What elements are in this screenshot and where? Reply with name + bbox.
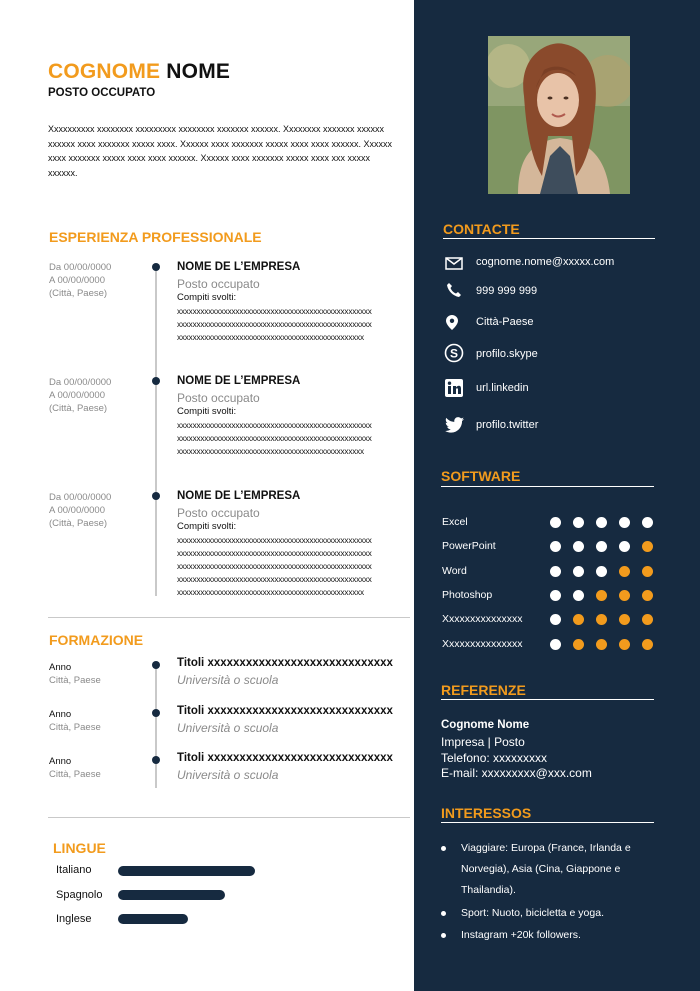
task-line: xxxxxxxxxxxxxxxxxxxxxxxxxxxxxxxxxxxxxxxxxxxxxxxxxx bbox=[177, 434, 372, 443]
experience-place: (Città, Paese) bbox=[49, 403, 108, 414]
job-role: Posto occupato bbox=[177, 391, 260, 405]
skype-icon bbox=[444, 343, 464, 363]
rating-dot-filled bbox=[550, 541, 561, 552]
job-position: POSTO OCCUPATO bbox=[48, 87, 156, 99]
software-title: SOFTWARE bbox=[441, 468, 521, 484]
rating-dot-filled bbox=[550, 614, 561, 625]
education-title: FORMAZIONE bbox=[49, 632, 144, 648]
rating-dot-filled bbox=[596, 566, 607, 577]
timeline-dot bbox=[152, 377, 160, 385]
experience-title: ESPERIENZA PROFESSIONALE bbox=[49, 229, 262, 245]
experience-dates bbox=[49, 376, 149, 415]
rating-dot-filled bbox=[642, 517, 653, 528]
task-line: xxxxxxxxxxxxxxxxxxxxxxxxxxxxxxxxxxxxxxxxxxxxxxxx bbox=[177, 333, 364, 342]
language-name: Inglese bbox=[56, 913, 92, 925]
reference-email: E-mail: xxxxxxxxx@xxx.com bbox=[441, 766, 592, 780]
rating-dot-empty bbox=[642, 639, 653, 650]
rating-dot-filled bbox=[573, 566, 584, 577]
language-level-bar bbox=[118, 890, 225, 900]
task-line: xxxxxxxxxxxxxxxxxxxxxxxxxxxxxxxxxxxxxxxxxxxxxxxx bbox=[177, 588, 364, 597]
rating-dot-empty bbox=[573, 639, 584, 650]
date-to: A 00/00/0000 bbox=[49, 505, 105, 516]
company-name: NOME DE L’EMPRESA bbox=[177, 375, 301, 387]
bullet-icon bbox=[441, 911, 446, 916]
rating-dot-filled bbox=[550, 639, 561, 650]
rating-dot-filled bbox=[573, 541, 584, 552]
contact-phone-text: 999 999 999 bbox=[476, 285, 538, 297]
languages-title: LINGUE bbox=[53, 840, 106, 856]
job-role: Posto occupato bbox=[177, 506, 260, 520]
language-level-bar bbox=[118, 866, 255, 876]
degree-title: Titoli xxxxxxxxxxxxxxxxxxxxxxxxxxxxx bbox=[177, 657, 393, 669]
rating-dot-filled bbox=[619, 517, 630, 528]
sidebar bbox=[414, 0, 700, 991]
contact-twitter-text: profilo.twitter bbox=[476, 419, 539, 431]
rating-dot-empty bbox=[596, 590, 607, 601]
section-divider bbox=[48, 817, 410, 818]
job-role: Posto occupato bbox=[177, 277, 260, 291]
date-from: Da 00/00/0000 bbox=[49, 492, 112, 503]
rating-dot-empty bbox=[619, 590, 630, 601]
tasks-list bbox=[177, 534, 399, 599]
task-line: xxxxxxxxxxxxxxxxxxxxxxxxxxxxxxxxxxxxxxxxxxxxxxxxxx bbox=[177, 307, 372, 316]
rating-dot-empty bbox=[642, 566, 653, 577]
company-name: NOME DE L’EMPRESA bbox=[177, 261, 301, 273]
rating-dot-filled bbox=[596, 541, 607, 552]
rating-dot-empty bbox=[619, 614, 630, 625]
software-name: Word bbox=[442, 564, 467, 577]
rating-dot-filled bbox=[550, 566, 561, 577]
portrait-illustration bbox=[488, 36, 630, 194]
rating-dot-filled bbox=[550, 590, 561, 601]
software-name: Xxxxxxxxxxxxxxx bbox=[442, 613, 523, 626]
software-name: Photoshop bbox=[442, 588, 493, 601]
contact-email-text: cognome.nome@xxxxx.com bbox=[476, 256, 615, 268]
company-name: NOME DE L’EMPRESA bbox=[177, 490, 301, 502]
rating-dot-filled bbox=[573, 590, 584, 601]
interest-text: Sport: Nuoto, bicicletta e yoga. bbox=[461, 907, 604, 919]
rating-dot-filled bbox=[573, 517, 584, 528]
experience-timeline bbox=[155, 266, 157, 596]
task-line: xxxxxxxxxxxxxxxxxxxxxxxxxxxxxxxxxxxxxxxxxxxxxxxxxx bbox=[177, 575, 372, 584]
section-rule bbox=[441, 699, 654, 700]
linkedin-icon bbox=[444, 378, 464, 398]
timeline-dot bbox=[152, 709, 160, 717]
degree-title: Titoli xxxxxxxxxxxxxxxxxxxxxxxxxxxxx bbox=[177, 705, 393, 717]
education-timeline bbox=[155, 662, 157, 788]
twitter-icon bbox=[444, 415, 464, 435]
education-year: Anno bbox=[49, 756, 72, 767]
school-name: Università o scuola bbox=[177, 721, 279, 735]
tasks-list bbox=[177, 419, 399, 458]
language-name: Spagnolo bbox=[56, 889, 103, 901]
full-name bbox=[48, 60, 230, 84]
contact-location-text: Città-Paese bbox=[476, 316, 534, 328]
email-icon bbox=[444, 253, 464, 273]
first-name: NOME bbox=[166, 60, 231, 83]
phone-icon bbox=[444, 280, 464, 300]
school-name: Università o scuola bbox=[177, 673, 279, 687]
rating-dot-empty bbox=[642, 590, 653, 601]
experience-place: (Città, Paese) bbox=[49, 518, 108, 529]
experience-dates bbox=[49, 491, 149, 530]
contact-title: CONTACTE bbox=[443, 221, 520, 237]
experience-dates bbox=[49, 261, 149, 300]
tasks-list bbox=[177, 305, 399, 344]
location-pin-icon bbox=[442, 312, 462, 332]
experience-place: (Città, Paese) bbox=[49, 288, 108, 299]
task-line: xxxxxxxxxxxxxxxxxxxxxxxxxxxxxxxxxxxxxxxxxxxxxxxxxx bbox=[177, 421, 372, 430]
degree-title: Titoli xxxxxxxxxxxxxxxxxxxxxxxxxxxxx bbox=[177, 752, 393, 764]
profile-summary: Xxxxxxxxxx xxxxxxxx xxxxxxxxx xxxxxxxx xxxxxxx xxxxxx. Xxxxxxxx xxxxxxx xxxxxx xxxxxx xxxx xxxxxxx xxxxx xxxx. Xxxxxx xxxx xxxxxxx xxxxx xxxx xxxx xxxxxx. Xxxxxx xxxx xxxxxxx xxxxx xxxx xxxx xxxxxx. Xxxxxx xxxx xxxxxxx xxxxx xxxx xxx xxxxx xxxxxx. bbox=[48, 124, 393, 178]
task-line: xxxxxxxxxxxxxxxxxxxxxxxxxxxxxxxxxxxxxxxxxxxxxxxxxx bbox=[177, 536, 372, 545]
reference-name: Cognome Nome bbox=[441, 719, 530, 731]
rating-dot-filled bbox=[550, 517, 561, 528]
task-line: xxxxxxxxxxxxxxxxxxxxxxxxxxxxxxxxxxxxxxxxxxxxxxxxxx bbox=[177, 549, 372, 558]
timeline-dot bbox=[152, 492, 160, 500]
rating-dot-empty bbox=[596, 639, 607, 650]
education-year: Anno bbox=[49, 662, 72, 673]
software-name: Excel bbox=[442, 516, 468, 528]
rating-dot-empty bbox=[573, 614, 584, 625]
tasks-label: Compiti svolti: bbox=[177, 406, 237, 417]
section-rule bbox=[441, 486, 654, 487]
interest-text: Instagram +20k followers. bbox=[461, 929, 581, 941]
section-rule bbox=[443, 238, 655, 239]
task-line: xxxxxxxxxxxxxxxxxxxxxxxxxxxxxxxxxxxxxxxxxxxxxxxxxx bbox=[177, 562, 372, 571]
section-divider bbox=[48, 617, 410, 618]
timeline-dot bbox=[152, 661, 160, 669]
school-name: Università o scuola bbox=[177, 768, 279, 782]
surname: COGNOME bbox=[48, 60, 161, 83]
education-year: Anno bbox=[49, 709, 72, 720]
timeline-dot bbox=[152, 263, 160, 271]
rating-dot-filled bbox=[619, 541, 630, 552]
software-name: PowerPoint bbox=[442, 540, 496, 553]
bullet-icon bbox=[441, 933, 446, 938]
language-name: Italiano bbox=[56, 864, 92, 876]
rating-dot-empty bbox=[619, 639, 630, 650]
rating-dot-filled bbox=[596, 517, 607, 528]
date-from: Da 00/00/0000 bbox=[49, 262, 112, 273]
timeline-dot bbox=[152, 756, 160, 764]
interest-text: Viaggiare: Europa (France, Irlanda e Norvegia), Asia (Cina, Giappone e Thailandia). bbox=[461, 842, 631, 896]
date-from: Da 00/00/0000 bbox=[49, 377, 112, 388]
references-title: REFERENZE bbox=[441, 682, 526, 698]
bullet-icon bbox=[441, 846, 446, 851]
rating-dot-empty bbox=[642, 541, 653, 552]
tasks-label: Compiti svolti: bbox=[177, 292, 237, 303]
task-line: xxxxxxxxxxxxxxxxxxxxxxxxxxxxxxxxxxxxxxxxxxxxxxxx bbox=[177, 447, 364, 456]
tasks-label: Compiti svolti: bbox=[177, 521, 237, 532]
date-to: A 00/00/0000 bbox=[49, 390, 105, 401]
reference-phone: Telefono: xxxxxxxxx bbox=[441, 751, 548, 765]
task-line: xxxxxxxxxxxxxxxxxxxxxxxxxxxxxxxxxxxxxxxxxxxxxxxxxx bbox=[177, 320, 372, 329]
education-place: Città, Paese bbox=[49, 722, 101, 733]
contact-linkedin-text: url.linkedin bbox=[476, 382, 529, 394]
date-to: A 00/00/0000 bbox=[49, 275, 105, 286]
contact-skype-text: profilo.skype bbox=[476, 348, 538, 360]
profile-photo bbox=[488, 36, 630, 194]
reference-company: Impresa | Posto bbox=[441, 735, 525, 749]
interests-title: INTERESSOS bbox=[441, 805, 532, 821]
language-level-bar bbox=[118, 914, 188, 924]
svg-text:S: S bbox=[449, 346, 459, 361]
section-rule bbox=[441, 822, 654, 823]
rating-dot-empty bbox=[642, 614, 653, 625]
rating-dot-empty bbox=[619, 566, 630, 577]
education-place: Città, Paese bbox=[49, 675, 101, 686]
rating-dot-empty bbox=[596, 614, 607, 625]
software-name: Xxxxxxxxxxxxxxx bbox=[442, 637, 523, 650]
education-place: Città, Paese bbox=[49, 769, 101, 780]
